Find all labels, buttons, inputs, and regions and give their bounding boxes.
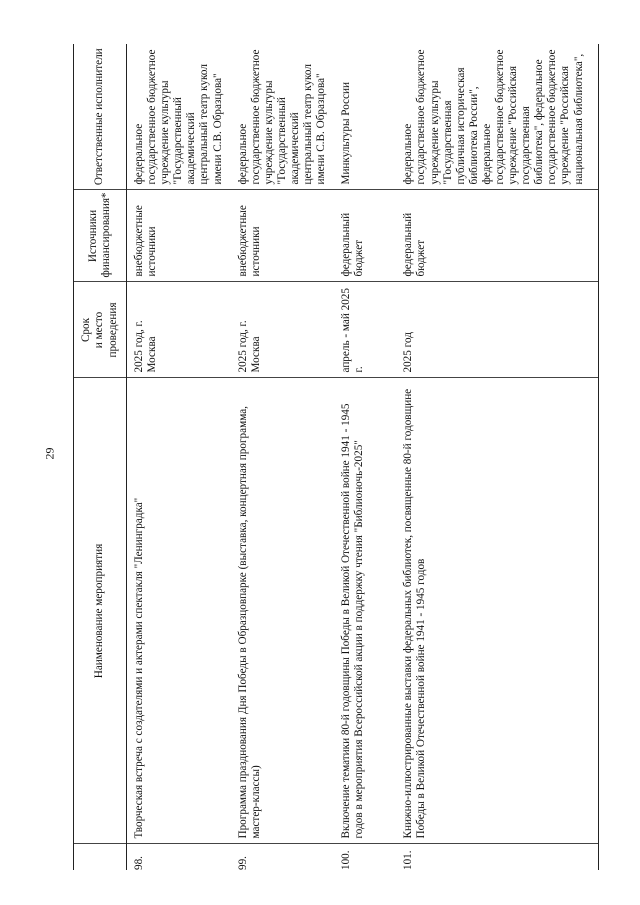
row-number: 99. xyxy=(236,856,249,870)
header-event-name: Наименование мероприятия xyxy=(74,378,127,844)
event-name: Программа празднования Дня Победы в Образцовпарке (выставка, концертная программа, мастер-классы) xyxy=(231,378,335,844)
event-name: Включение тематики 80-й годовщины Победы в Великой Отечественной войне 1941 - 1945 годов в мероприятия Всероссийской акции в поддержку чтения "Библионочь-2025" xyxy=(334,378,396,844)
row-number: 101. xyxy=(396,844,599,870)
header-number xyxy=(74,844,127,870)
header-funding-line1: Источники xyxy=(86,209,99,263)
event-responsible: федеральное государственное бюджетное учреждение культуры "Государственный академический центральный театр кукол имени С.В. Образцова" xyxy=(127,44,231,190)
table-row xyxy=(231,44,335,870)
row-number: 98. xyxy=(133,856,145,870)
header-funding-line2: финансирования* xyxy=(100,192,112,278)
header-date-place xyxy=(74,282,127,378)
table-header-row xyxy=(74,44,127,870)
event-date-place: 2025 год, г. Москва xyxy=(127,282,231,378)
event-name: Творческая встреча с создателями и актерами спектакля "Ленинградка" xyxy=(127,378,231,844)
event-name: Книжно-иллюстрированные выставки федеральных библиотек, посвященные 80-й годовщине Победы в Великой Отечественной войне 1941 - 1945 годов xyxy=(396,378,599,844)
header-date-line1: Срок xyxy=(80,317,93,343)
event-funding-source: внебюджетные источники xyxy=(127,190,231,282)
event-funding-source: федеральный бюджет xyxy=(334,190,396,282)
row-number: 100. xyxy=(340,850,353,870)
table-row xyxy=(334,44,396,870)
event-funding-source: федеральный бюджет xyxy=(396,190,599,282)
event-responsible: Минкультуры России xyxy=(334,44,396,190)
event-funding-source: внебюджетные источники xyxy=(231,190,335,282)
table-row xyxy=(127,44,231,870)
plan-table-container xyxy=(73,44,622,870)
event-date-place: 2025 год xyxy=(396,282,599,378)
event-responsible: федеральное государственное бюджетное учреждение культуры "Государственный академический центральный театр кукол имени С.В. Образцова" xyxy=(231,44,335,190)
event-date-place: 2025 год, г. Москва xyxy=(231,282,335,378)
header-date-line2: и место проведения xyxy=(93,302,119,358)
page-number: 29 xyxy=(42,447,57,460)
table-row xyxy=(396,44,599,870)
events-plan-table xyxy=(73,44,599,870)
header-responsible: Ответственные исполнители xyxy=(74,44,127,190)
header-funding-source xyxy=(74,190,127,282)
event-responsible: федеральное государственное бюджетное учреждение культуры "Государственная публичная историческая библиотека России", федеральное государственное бюджетное учреждение "Российская государственная библиотека", федеральное государственное бюджетное учреждение "Российская национальная библиотека", xyxy=(396,44,599,190)
event-date-place: апрель - май 2025 г. xyxy=(334,282,396,378)
